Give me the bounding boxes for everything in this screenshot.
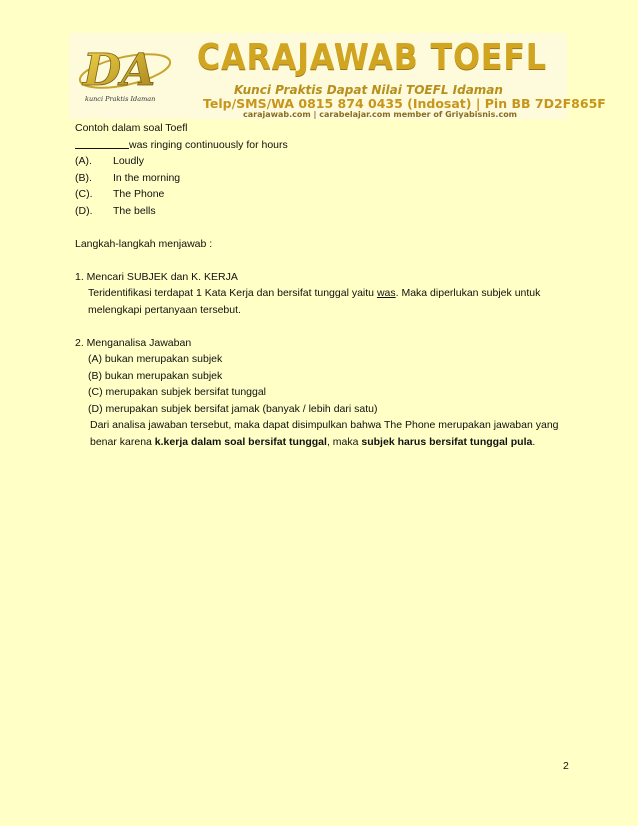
option-label: (B). [75,171,92,184]
option-label: (A). [75,155,92,167]
step1-line2: melengkapi pertanyaan tersebut. [88,303,241,316]
option-label: (D). [75,204,93,217]
step1-text-post: . Maka diperlukan subjek untuk [395,287,541,299]
analysis-item: (C) merupakan subjek bersifat tunggal [88,386,267,398]
steps-heading: Langkah-langkah menjawab : [75,237,213,250]
banner-contact: Telp/SMS/WA 0815 874 0435 (Indosat) | Pin BB 7D2F865F [203,96,606,111]
document-body [75,120,575,450]
conclusion-text-end: . [532,435,536,448]
conclusion-bold-verb: k.kerja dalam soal bersifat tunggal [154,435,327,448]
option-text: The bells [113,204,156,217]
option-a [75,153,575,170]
analysis-item: (A) bukan merupakan subjek [88,353,223,365]
step2-title: 2. Menganalisa Jawaban [75,336,192,349]
verb-was: was [376,287,396,299]
banner-title: CARAJAWAB TOEFL [197,37,547,78]
step1-line1 [75,285,575,302]
answer-blank [75,138,129,149]
da-logo [69,33,183,119]
question-stem [75,137,575,154]
banner-websites: carajawab.com | carabelajar.com member of Griyabisnis.com [243,110,518,119]
conclusion-bold-subject: subjek harus bersifat tunggal pula [361,435,533,448]
option-label: (C). [75,188,93,200]
analysis-item: (D) merupakan subjek bersifat jamak (banyak / lebih dari satu) [88,402,378,415]
conclusion-text-mid: , maka [326,435,362,448]
step1-title: 1. Mencari SUBJEK dan K. KERJA [75,270,238,283]
option-c [75,186,575,203]
conclusion-line2 [75,434,575,451]
question-heading: Contoh dalam soal Toefl [75,122,188,134]
svg-text:DA: DA [83,45,156,96]
option-b [75,170,575,187]
option-text: In the morning [113,171,181,184]
analysis-item: (B) bukan merupakan subjek [88,369,223,382]
conclusion-text: benar karena [90,435,155,448]
option-d [75,203,575,220]
page-number: 2 [563,760,569,772]
option-text: The Phone [113,188,165,200]
step1-text: Teridentifikasi terdapat 1 Kata Kerja dan bersifat tunggal yaitu [88,287,377,299]
header-banner [69,33,606,119]
option-text: Loudly [113,155,144,167]
conclusion-line1: Dari analisa jawaban tersebut, maka dapat disimpulkan bahwa The Phone merupakan jawaban yang [90,419,559,431]
logo-subtitle: kunci Praktis Idaman [85,95,156,103]
question-stem-text: was ringing continuously for hours [129,138,288,151]
banner-tagline: Kunci Praktis Dapat Nilai TOEFL Idaman [234,83,503,97]
